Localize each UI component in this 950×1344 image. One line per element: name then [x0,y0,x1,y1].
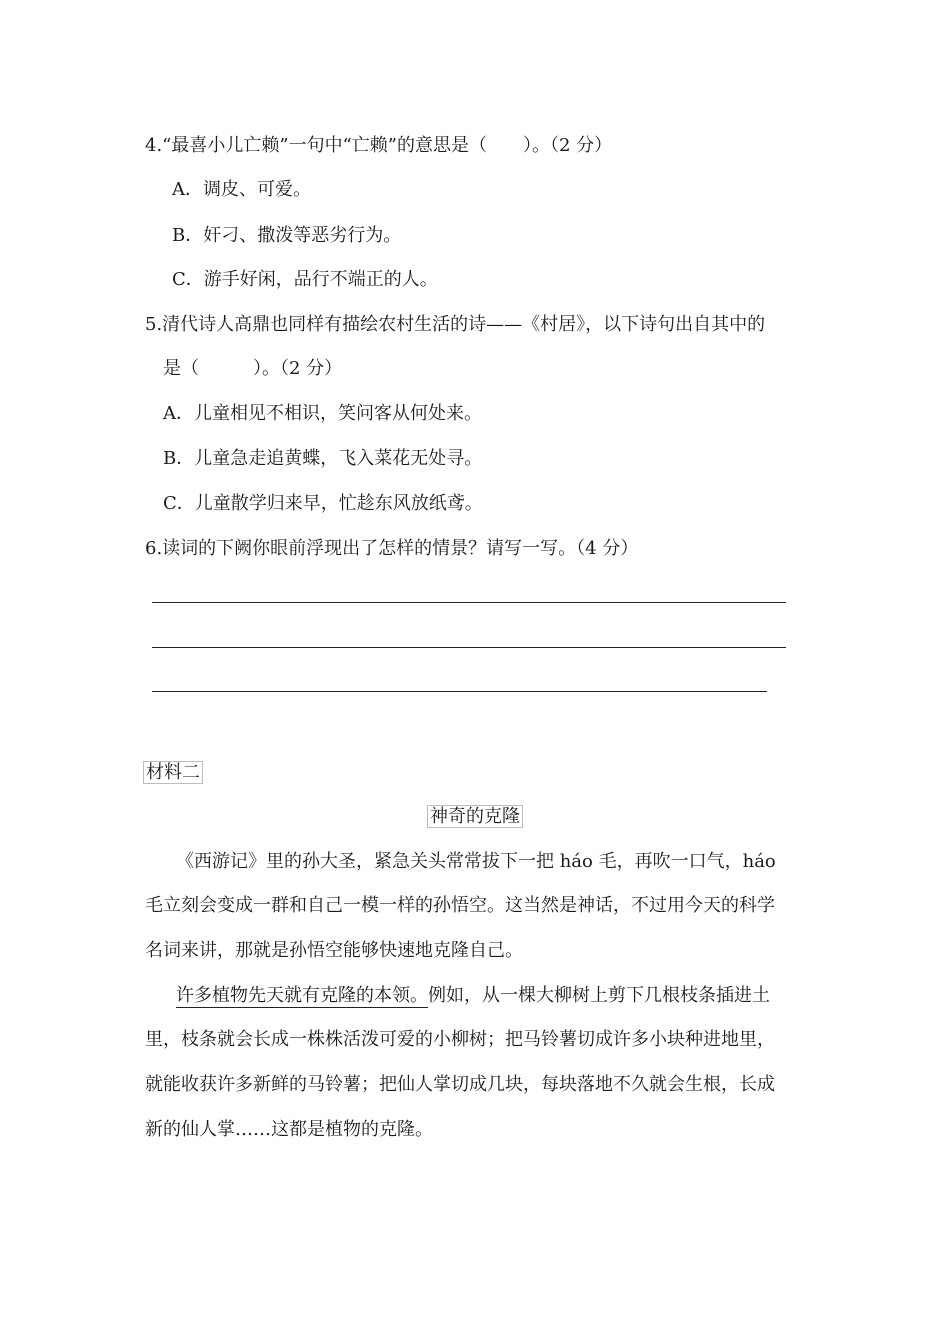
paragraph2-line3: 就能收获许多新鲜的马铃薯；把仙人掌切成几块，每块落地不久就会生根，长成 [145,1074,775,1095]
q5-option-b: B．儿童急走追黄蝶，飞入菜花无处寻。 [163,448,483,469]
answer-line-3[interactable] [152,691,767,692]
paragraph2-line2: 里，枝条就会长成一株株活泼可爱的小柳树；把马铃薯切成许多小块种进地里， [145,1029,775,1050]
material-label-text: 材料二 [143,761,203,784]
underlined-sentence: 许多植物先天就有克隆的本领。 [176,985,428,1006]
paragraph1-line3: 名词来讲，那就是孙悟空能够快速地克隆自己。 [145,940,523,961]
q5-stem-line2: 是（ ）。（2 分） [163,358,343,379]
q5-option-c: C．儿童散学归来早，忙趁东风放纸鸢。 [163,493,483,514]
answer-line-2[interactable] [152,647,786,648]
paragraph2-line4: 新的仙人掌……这都是植物的克隆。 [145,1119,433,1140]
q4-stem: 4.“最喜小儿亡赖”一句中“亡赖”的意思是（ ）。（2 分） [145,135,613,156]
paragraph2-line1 [176,984,770,1008]
paragraph1-line1: 《西游记》里的孙大圣，紧急关头常常拔下一把 háo 毛，再吹一口气，háo [176,851,776,872]
material-label [143,761,203,785]
article-title: 神奇的克隆 [427,805,523,828]
q5-stem-line1: 5.清代诗人高鼎也同样有描绘农村生活的诗——《村居》，以下诗句出自其中的 [145,314,766,335]
paragraph2-line1-rest: 例如，从一棵大柳树上剪下几根枝条插进土 [428,985,770,1006]
q5-option-a: A．儿童相见不相识，笑问客从何处来。 [163,403,482,424]
q6-stem: 6.读词的下阙你眼前浮现出了怎样的情景？请写一写。（4 分） [145,538,639,559]
q4-option-c: C．游手好闲，品行不端正的人。 [172,269,438,290]
paragraph1-line2: 毛立刻会变成一群和自己一模一样的孙悟空。这当然是神话，不过用今天的科学 [145,895,775,916]
answer-line-1[interactable] [152,602,786,603]
q4-option-b: B．奸刁、撒泼等恶劣行为。 [172,225,402,246]
q4-option-a: A．调皮、可爱。 [172,179,311,200]
article-title-wrapper [0,805,950,829]
